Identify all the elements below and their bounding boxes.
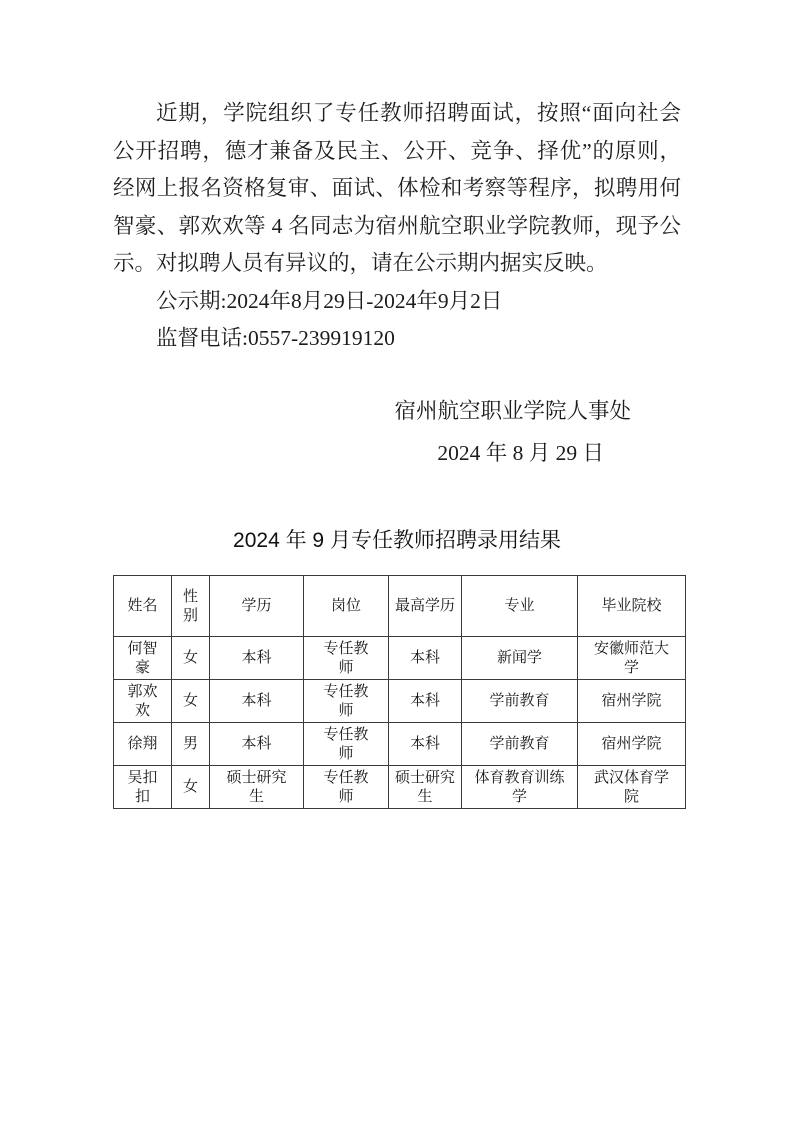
paragraph-line: 示。对拟聘人员有异议的，请在公示期内据实反映。 <box>113 251 608 275</box>
paragraph-line: 经网上报名资格复审、面试、体检和考察等程序，拟聘用何 <box>113 176 681 200</box>
table-row <box>114 636 686 679</box>
cell-position: 专任教师 <box>304 679 389 722</box>
cell-position: 专任教师 <box>304 722 389 765</box>
cell-education: 硕士研究生 <box>210 765 304 808</box>
cell-highest-education: 本科 <box>389 679 462 722</box>
cell-graduate-school: 宿州学院 <box>578 722 686 765</box>
recruitment-results-table <box>113 575 686 809</box>
supervision-phone-line: 监督电话:0557-239919120 <box>156 326 395 350</box>
table-row <box>114 722 686 765</box>
column-header-major: 专业 <box>462 575 578 636</box>
cell-graduate-school: 安徽师范大学 <box>578 636 686 679</box>
cell-gender: 女 <box>172 679 210 722</box>
table-row <box>114 679 686 722</box>
cell-education: 本科 <box>210 679 304 722</box>
cell-education: 本科 <box>210 636 304 679</box>
cell-name: 吴扣扣 <box>114 765 172 808</box>
cell-position: 专任教师 <box>304 765 389 808</box>
paragraph-line: 近期，学院组织了专任教师招聘面试，按照“面向社会 <box>156 101 681 125</box>
body-paragraph <box>113 95 681 283</box>
cell-name: 徐翔 <box>114 722 172 765</box>
cell-gender: 女 <box>172 765 210 808</box>
cell-name: 郭欢欢 <box>114 679 172 722</box>
signature-line: 宿州航空职业学院人事处 <box>394 398 631 423</box>
cell-highest-education: 本科 <box>389 722 462 765</box>
cell-highest-education: 本科 <box>389 636 462 679</box>
column-header-education: 学历 <box>210 575 304 636</box>
column-header-graduate-school: 毕业院校 <box>578 575 686 636</box>
cell-highest-education: 硕士研究生 <box>389 765 462 808</box>
paragraph-line: 智豪、郭欢欢等 4 名同志为宿州航空职业学院教师，现予公 <box>113 213 681 238</box>
signature-date-line: 2024 年 8 月 29 日 <box>437 440 604 465</box>
column-header-name: 姓名 <box>114 575 172 636</box>
column-header-highest-education: 最高学历 <box>389 575 462 636</box>
cell-education: 本科 <box>210 722 304 765</box>
column-header-gender: 性别 <box>172 575 210 636</box>
table-title: 2024 年 9 月专任教师招聘录用结果 <box>233 528 561 552</box>
document-content <box>113 95 681 809</box>
cell-gender: 女 <box>172 636 210 679</box>
cell-gender: 男 <box>172 722 210 765</box>
table-header-row <box>114 575 686 636</box>
cell-major: 学前教育 <box>462 722 578 765</box>
column-header-position: 岗位 <box>304 575 389 636</box>
cell-graduate-school: 武汉体育学院 <box>578 765 686 808</box>
cell-name: 何智豪 <box>114 636 172 679</box>
cell-position: 专任教师 <box>304 636 389 679</box>
cell-major: 新闻学 <box>462 636 578 679</box>
notice-period-line: 公示期:2024年8月29日-2024年9月2日 <box>156 288 503 313</box>
cell-major: 学前教育 <box>462 679 578 722</box>
cell-major: 体育教育训练学 <box>462 765 578 808</box>
cell-graduate-school: 宿州学院 <box>578 679 686 722</box>
paragraph-line: 公开招聘，德才兼备及民主、公开、竞争、择优”的原则， <box>113 138 681 163</box>
table-row <box>114 765 686 808</box>
